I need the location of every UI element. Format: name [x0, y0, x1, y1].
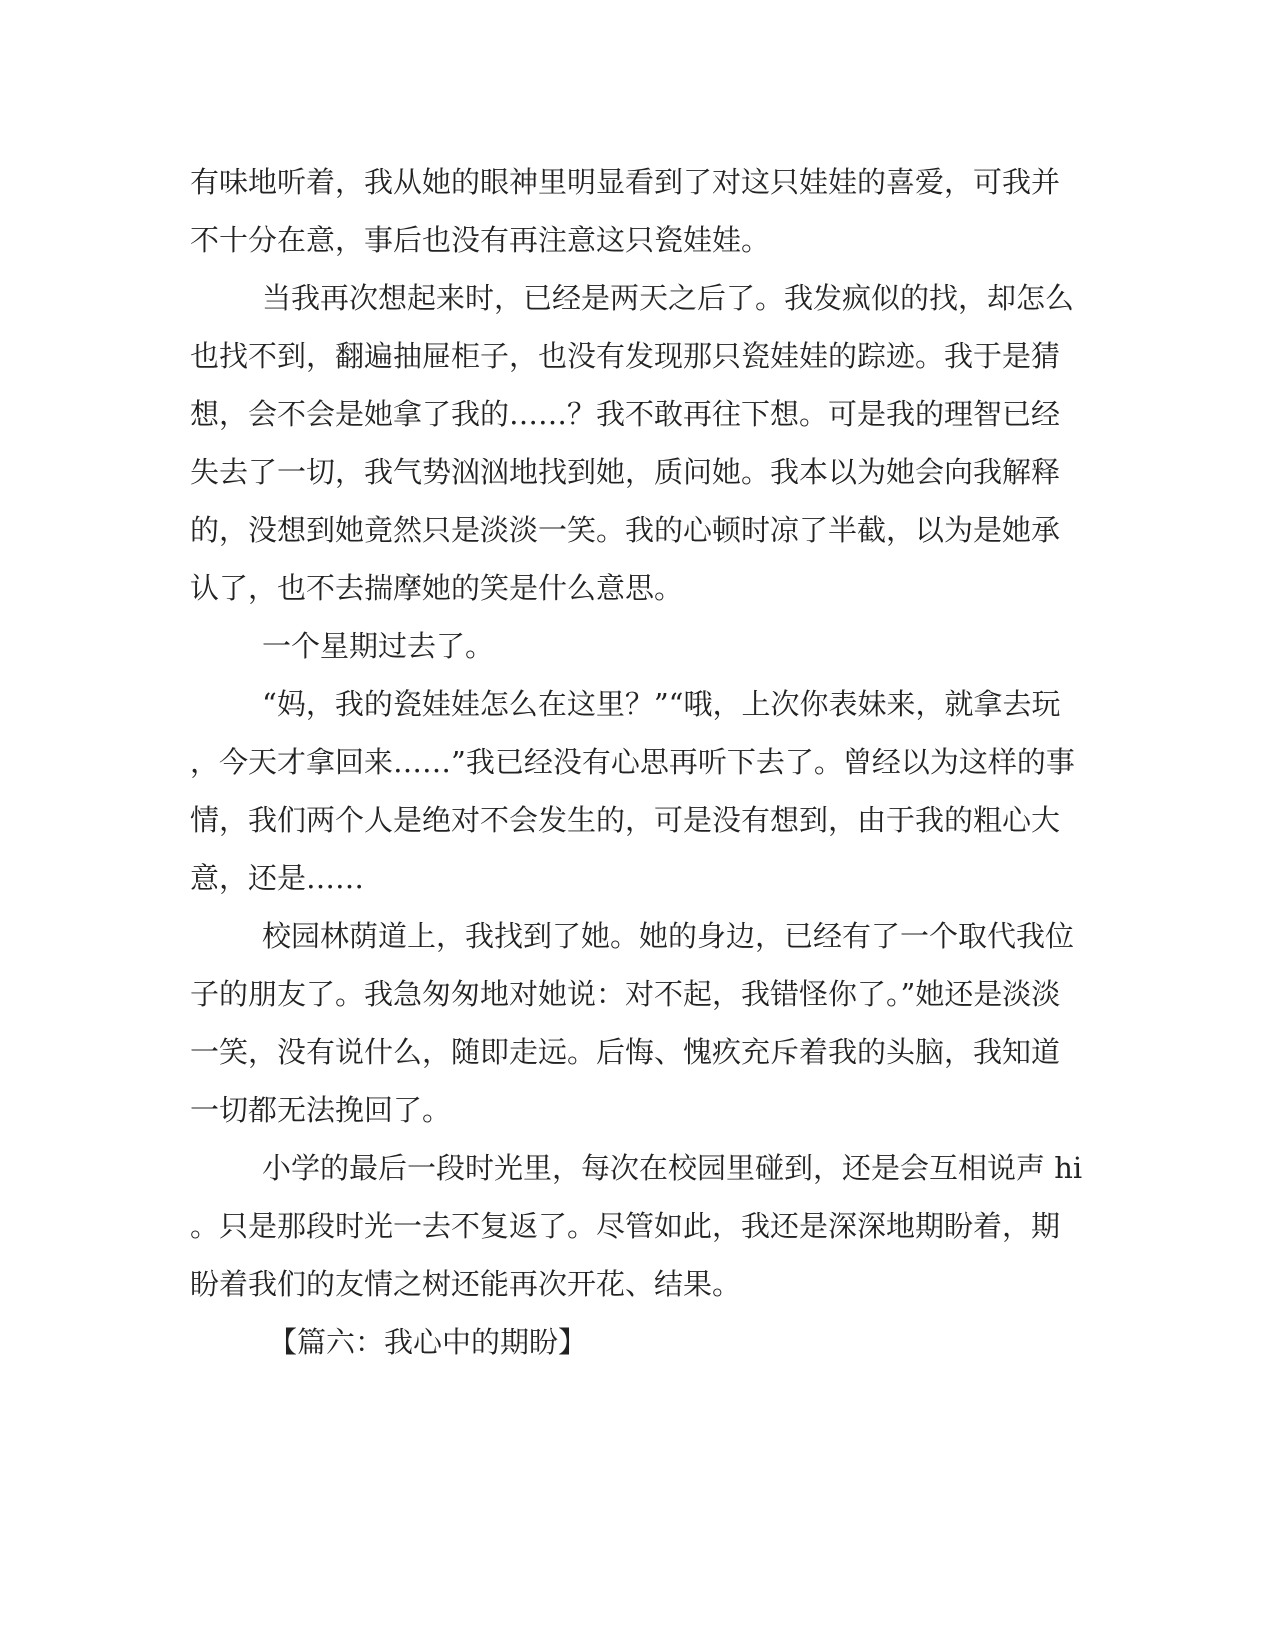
- text-line: 的，没想到她竟然只是淡淡一笑。我的心顿时凉了半截，以为是她承: [190, 513, 1061, 547]
- paragraph-start-line: 当我再次想起来时，已经是两天之后了。我发疯似的找，却怎么: [262, 281, 1075, 315]
- text-line: 一笑，没有说什么，随即走远。后悔、愧疚充斥着我的头脑，我知道: [190, 1035, 1061, 1069]
- text-line: 盼着我们的友情之树还能再次开花、结果。: [190, 1267, 742, 1301]
- text-line: 不十分在意，事后也没有再注意这只瓷娃娃。: [190, 223, 771, 257]
- text-line: 想，会不会是她拿了我的……？我不敢再往下想。可是我的理智已经: [190, 397, 1061, 431]
- section-heading: 【篇六：我心中的期盼】: [268, 1325, 588, 1359]
- paragraph-start-line: 小学的最后一段时光里，每次在校园里碰到，还是会互相说声 hi: [262, 1151, 1083, 1185]
- text-line: 情，我们两个人是绝对不会发生的，可是没有想到，由于我的粗心大: [190, 803, 1061, 837]
- text-line: 失去了一切，我气势汹汹地找到她，质问她。我本以为她会向我解释: [190, 455, 1061, 489]
- text-line: 子的朋友了。我急匆匆地对她说：对不起，我错怪你了。”她还是淡淡: [190, 977, 1061, 1011]
- text-line: 认了，也不去揣摩她的笑是什么意思。: [190, 571, 684, 605]
- text-line: ，今天才拿回来……”我已经没有心思再听下去了。曾经以为这样的事: [190, 745, 1075, 779]
- text-line: 一切都无法挽回了。: [190, 1093, 452, 1127]
- paragraph-start-line: 校园林荫道上，我找到了她。她的身边，已经有了一个取代我位: [262, 919, 1075, 953]
- text-line: 。只是那段时光一去不复返了。尽管如此，我还是深深地期盼着，期: [190, 1209, 1061, 1243]
- paragraph-start-line: “妈，我的瓷娃娃怎么在这里？”“哦，上次你表妹来，就拿去玩: [262, 687, 1061, 721]
- text-line: 有味地听着，我从她的眼神里明显看到了对这只娃娃的喜爱，可我并: [190, 165, 1061, 199]
- text-line: 意，还是……: [190, 861, 365, 895]
- text-line: 也找不到，翻遍抽屉柜子，也没有发现那只瓷娃娃的踪迹。我于是猜: [190, 339, 1061, 373]
- paragraph-start-line: 一个星期过去了。: [262, 629, 495, 663]
